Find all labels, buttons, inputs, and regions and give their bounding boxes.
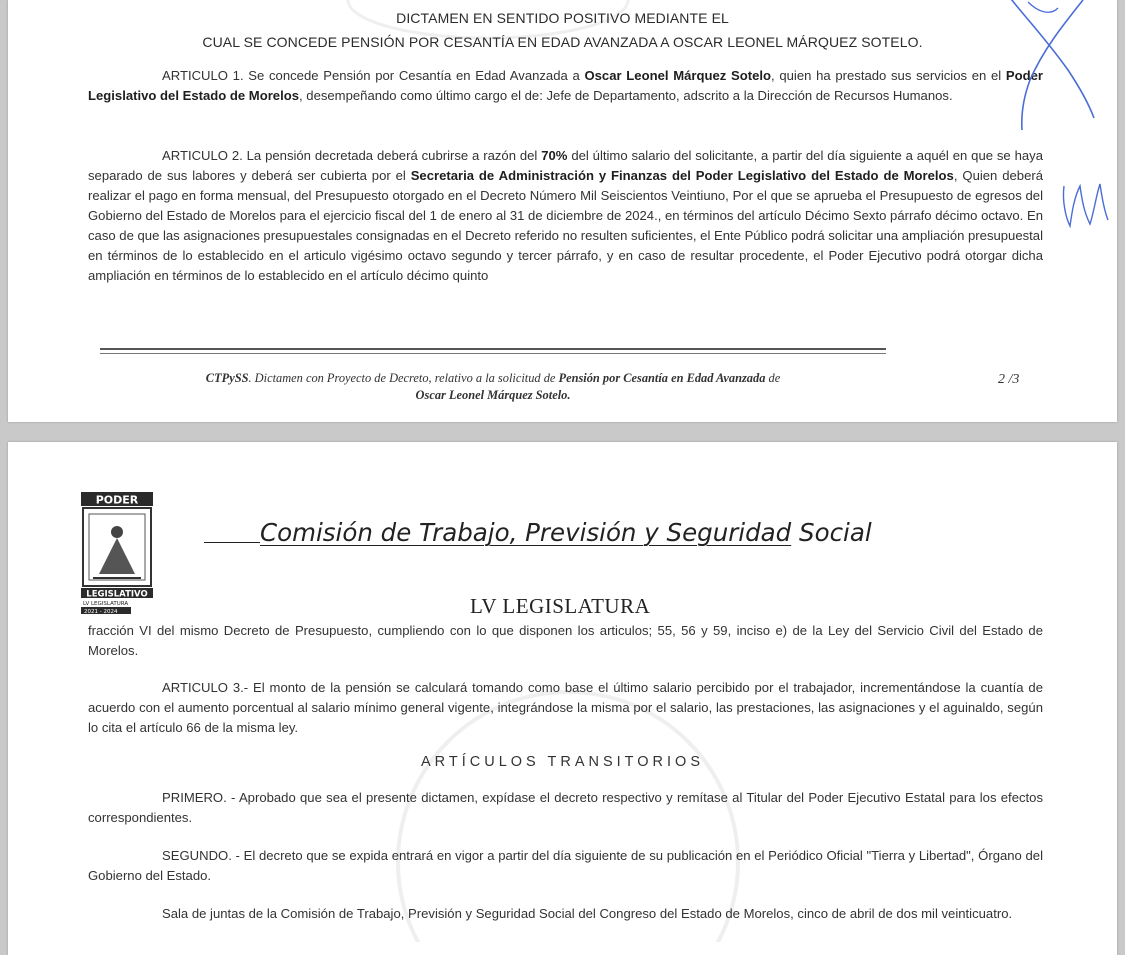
employer-name: Poder Legislativo del Estado de Morelos bbox=[88, 68, 1043, 103]
transitorios-heading: ARTÍCULOS TRANSITORIOS bbox=[421, 754, 704, 770]
dictamen-heading-line-1: DICTAMEN EN SENTIDO POSITIVO MEDIANTE EL bbox=[396, 10, 729, 26]
document-page-3 bbox=[8, 442, 1117, 955]
footer-rule bbox=[100, 348, 886, 350]
primero-paragraph: PRIMERO. - Aprobado que sea el presente dictamen, expídase el decreto respectivo y remítase al Titular del Poder Ejecutivo Estatal para los efectos correspondientes. bbox=[88, 790, 1043, 825]
pension-percentage: 70% bbox=[541, 148, 568, 163]
signature-initials bbox=[1058, 168, 1117, 238]
congress-seal-icon bbox=[81, 492, 153, 614]
paying-entity: Secretaria de Administración y Finanzas del Poder Legislativo del Estado de Morelos bbox=[410, 168, 954, 183]
document-page-2 bbox=[8, 0, 1117, 422]
article-1-paragraph: ARTICULO 1. Se concede Pensión por Cesantía en Edad Avanzada a Oscar Leonel Márquez Sotelo, quien ha prestado sus servicios en el Poder Legislativo del Estado de Morelos, desempeñando como último cargo el de: Jefe de Departamento, adscrito a la Dirección de Recursos Humanos. bbox=[88, 68, 1043, 103]
svg-text:LV LEGISLATURA: LV LEGISLATURA bbox=[83, 601, 129, 607]
page-footer: CTPySS. Dictamen con Proyecto de Decreto, relativo a la solicitud de Pensión por Cesantía en Edad Avanzada de Oscar Leonel Márquez Sotelo. bbox=[205, 371, 781, 402]
beneficiary-name: Oscar Leonel Márquez Sotelo bbox=[584, 68, 772, 83]
article-2-paragraph: ARTICULO 2. La pensión decretada deberá cubrirse a razón del 70% del último salario del solicitante, a partir del día siguiente a aquél en que se haya separado de sus labores y deberá ser cubierta por el Secretaria de Administración y Finanzas del Poder Legislativo del Estado de Morelos, Quien deberá realizar el pago en forma mensual, del Presupuesto otorgado en el Decreto Número Mil Seiscientos Veintiuno, Por el que se aprueba el Presupuesto de egresos del Gobierno del Estado de Morelos para el ejercicio fiscal del 1 de enero al 31 de diciembre de 2024., en términos del artículo Décimo Sexto párrafo décimo octavo. En caso de que las asignaciones presupuestales consignadas en el Decreto referido no resulten suficientes, el Ente Público podrá solicitar una ampliación presupuestal en términos de lo establecido en el articulo vigésimo octavo segundo y tercer párrafo, y en caso de resultar procedente, el Poder Ejecutivo podrá otorgar dicha ampliación en términos de lo establecido en el artículo décimo quinto bbox=[88, 148, 1043, 283]
sala-paragraph: Sala de juntas de la Comisión de Trabajo, Previsión y Seguridad Social del Congreso del Estado de Morelos, cinco de abril de dos mil veinticuatro. bbox=[162, 906, 1013, 921]
signature-x-mark bbox=[988, 0, 1108, 140]
commission-title: Comisión de Trabajo, Previsión y Seguridad Social bbox=[204, 518, 872, 547]
continuation-paragraph: fracción VI del mismo Decreto de Presupuesto, cumpliendo con lo que disponen los articulos; 55, 56 y 59, inciso e) de la Ley del Servicio Civil del Estado de Morelos. bbox=[88, 623, 1043, 658]
legislatura-heading: LV LEGISLATURA bbox=[470, 594, 651, 618]
svg-text:LEGISLATIVO: LEGISLATIVO bbox=[86, 589, 148, 600]
svg-text:PODER: PODER bbox=[95, 493, 139, 507]
dictamen-heading-line-2: CUAL SE CONCEDE PENSIÓN POR CESANTÍA EN EDAD AVANZADA A OSCAR LEONEL MÁRQUEZ SOTELO. bbox=[202, 34, 923, 50]
poder-legislativo-logo bbox=[81, 492, 153, 619]
footer-rule-thin bbox=[100, 353, 886, 354]
segundo-paragraph: SEGUNDO. - El decreto que se expida entrará en vigor a partir del día siguiente de su publicación en el Periódico Oficial "Tierra y Libertad", Órgano del Gobierno del Estado. bbox=[88, 848, 1043, 883]
svg-text:2021 - 2024: 2021 - 2024 bbox=[84, 609, 118, 614]
article-3-paragraph: ARTICULO 3.- El monto de la pensión se calculará tomando como base el último salario percibido por el trabajador, incrementándose la cuantía de acuerdo con el aumento porcentual al salario mínimo general vigente, integrándose la misma por el salario, las prestaciones, las asignaciones y el aguinaldo, según lo cita el artículo 66 de la misma ley. bbox=[88, 680, 1043, 735]
page-number: 2 /3 bbox=[998, 372, 1020, 387]
